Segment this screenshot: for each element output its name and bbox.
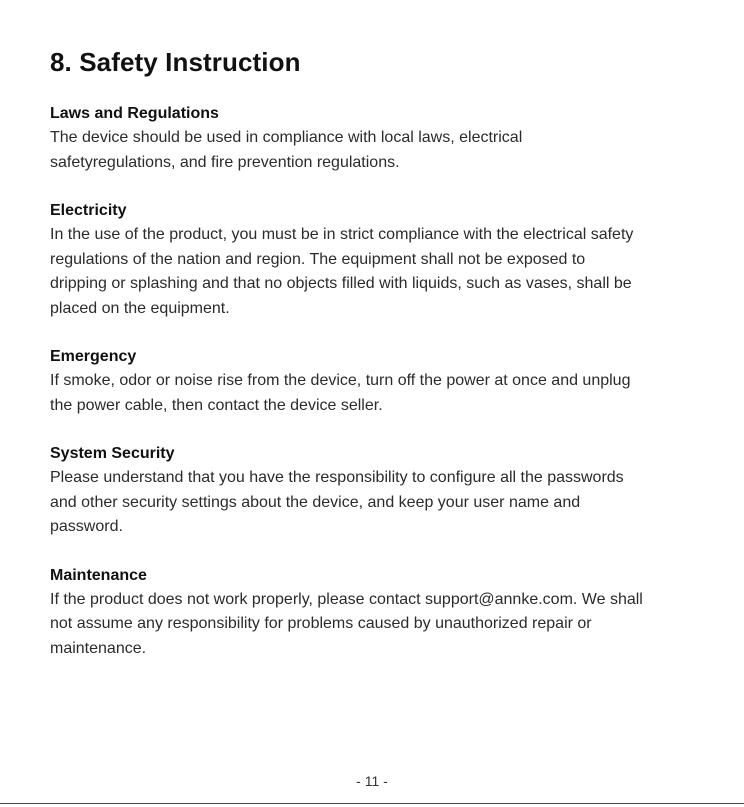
section-heading: System Security <box>50 445 175 462</box>
section-heading: Laws and Regulations <box>50 105 219 122</box>
section-body: Please understand that you have the responsibility to configure all the passwords and other security settings about the device, and keep your user name and password. <box>50 469 624 535</box>
section-maintenance <box>50 564 710 662</box>
page-title: 8. Safety Instruction <box>50 47 301 77</box>
section-body: If smoke, odor or noise rise from the device, turn off the power at once and unplug the power cable, then contact the device seller. <box>50 372 631 414</box>
section-electricity <box>50 199 710 321</box>
section-body: In the use of the product, you must be in strict compliance with the electrical safety regulations of the nation and region. The equipment shall not be exposed to dripping or splashing and that no objects filled with liquids, such as vases, shall be placed on the equipment. <box>50 226 634 317</box>
section-heading: Maintenance <box>50 566 147 584</box>
document-page <box>50 42 710 685</box>
section-system-security <box>50 442 710 540</box>
page-number: - 11 - <box>356 773 388 789</box>
section-heading: Electricity <box>50 202 127 219</box>
sections-container <box>50 102 710 661</box>
bottom-divider <box>0 803 744 804</box>
section-laws-and-regulations <box>50 102 710 175</box>
section-emergency <box>50 345 710 418</box>
section-body: The device should be used in compliance with local laws, electrical safetyregulations, and fire prevention regulations. <box>50 129 523 171</box>
section-body: If the product does not work properly, please contact support@annke.com. We shall not assume any responsibility for problems caused by unauthorized repair or maintenance. <box>50 590 643 657</box>
section-heading: Emergency <box>50 348 137 365</box>
